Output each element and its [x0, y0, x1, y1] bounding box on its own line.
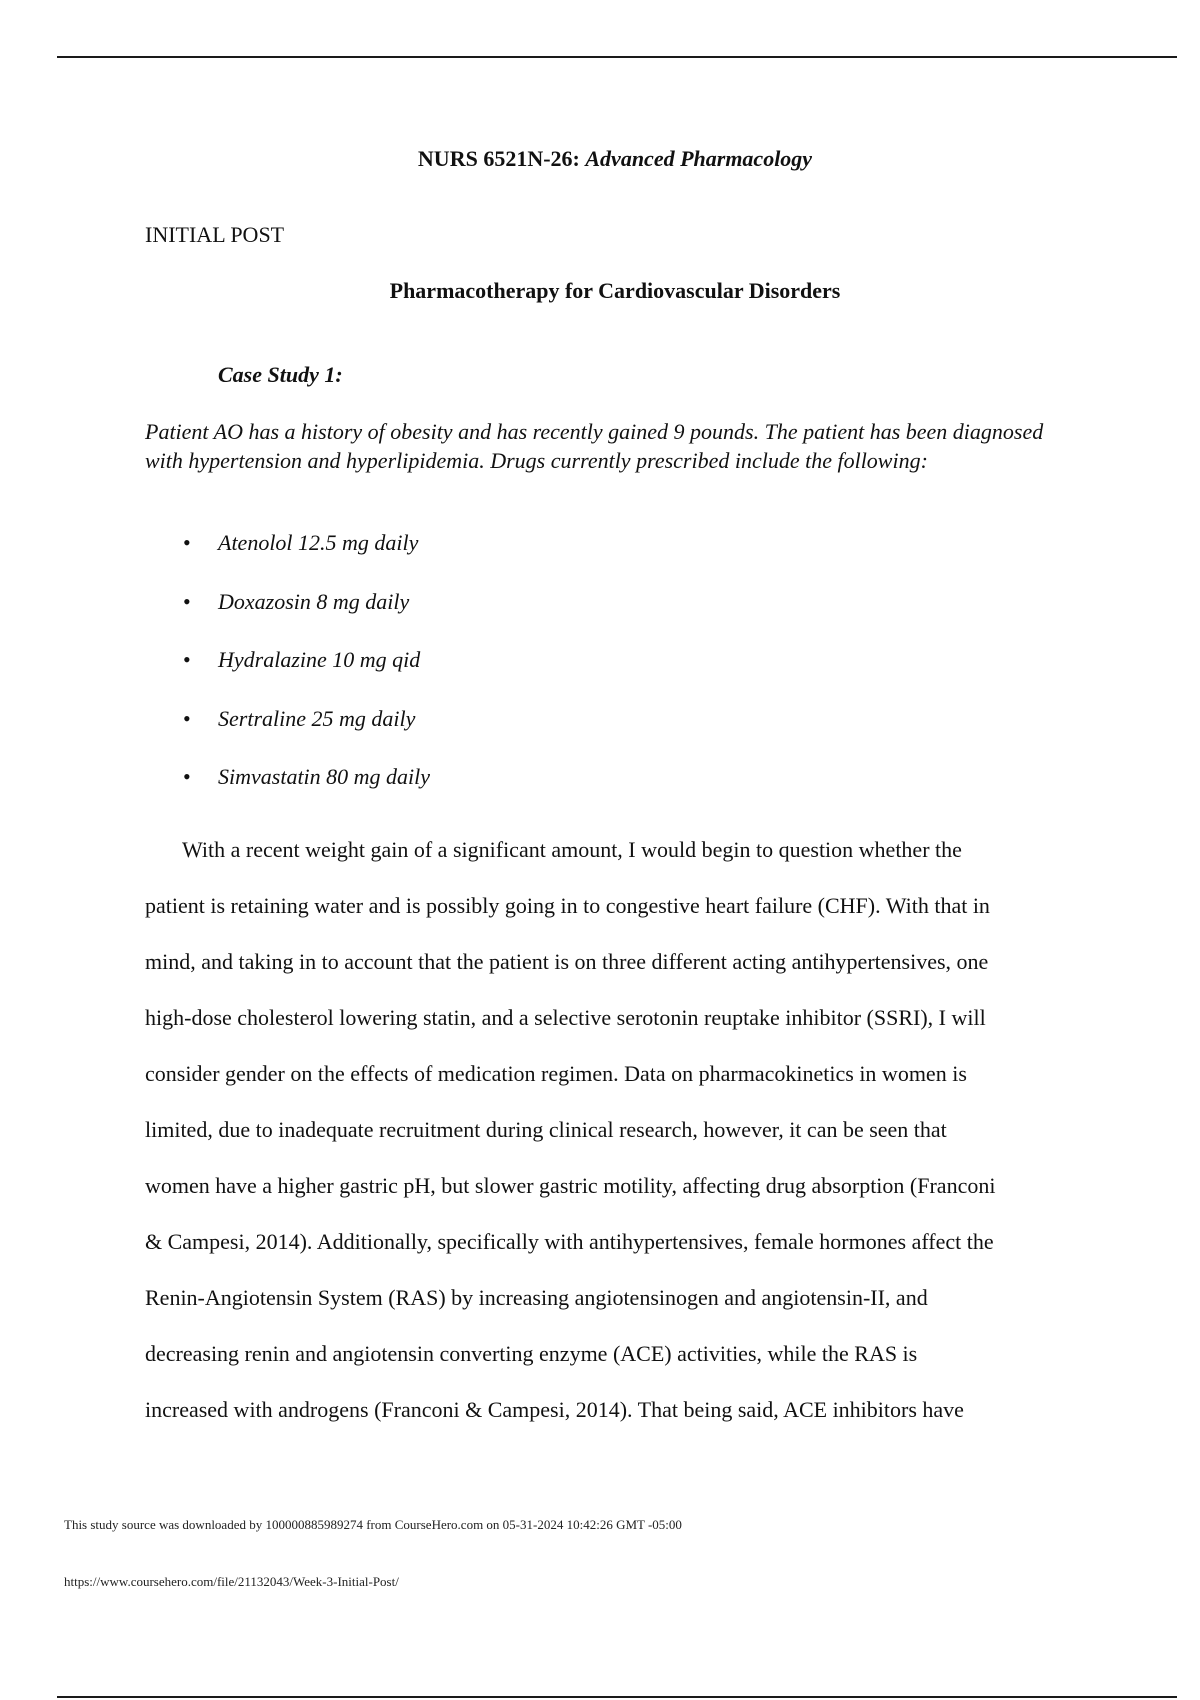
body-line: & Campesi, 2014). Additionally, specifically with antihypertensives, female hormones affect the [145, 1229, 994, 1254]
case-study-heading: Case Study 1: [218, 362, 343, 387]
body-line: women have a higher gastric pH, but slower gastric motility, affecting drug absorption (Franconi [145, 1173, 996, 1198]
medication-list [145, 528, 430, 821]
medication-text: Simvastatin 80 mg daily [218, 764, 431, 789]
course-name: Advanced Pharmacology [585, 146, 813, 171]
section-label: INITIAL POST [145, 222, 285, 247]
body-line: patient is retaining water and is possibly going in to congestive heart failure (CHF). With that in [145, 893, 990, 918]
source-url[interactable]: https://www.coursehero.com/file/21132043/Week-3-Initial-Post/ [64, 1574, 399, 1589]
medication-text: Doxazosin 8 mg daily [218, 588, 410, 614]
body-line: consider gender on the effects of medication regimen. Data on pharmacokinetics in women is [145, 1061, 967, 1086]
medication-item [145, 704, 430, 763]
page-title [0, 146, 1200, 172]
course-code: NURS 6521N-26: [417, 146, 580, 171]
bullet-icon: • [183, 588, 191, 614]
medication-item [145, 528, 430, 587]
medication-item [145, 645, 430, 704]
document-subtitle: Pharmacotherapy for Cardiovascular Disorders [389, 278, 841, 303]
body-line: mind, and taking in to account that the patient is on three different acting antihypertensives, one [145, 949, 989, 974]
medication-text: Atenolol 12.5 mg daily [218, 530, 419, 555]
body-line: increased with androgens (Franconi & Campesi, 2014). That being said, ACE inhibitors have [145, 1397, 964, 1422]
medication-item [145, 762, 430, 821]
top-divider [57, 56, 1177, 58]
case-description: Patient AO has a history of obesity and has recently gained 9 pounds. The patient has been diagnosed with hypertension and hyperlipidemia. Drugs currently prescribed include the following: [145, 419, 1044, 473]
bullet-icon: • [183, 764, 191, 789]
body-line: With a recent weight gain of a significant amount, I would begin to question whether the [182, 837, 962, 862]
body-paragraph [145, 822, 1085, 1438]
medication-text: Sertraline 25 mg daily [218, 705, 416, 731]
body-line: Renin-Angiotensin System (RAS) by increasing angiotensinogen and angiotensin-II, and [145, 1285, 928, 1310]
download-notice: This study source was downloaded by 100000885989274 from CourseHero.com on 05-31-2024 10:42:26 GMT -05:00 [64, 1517, 682, 1532]
body-line: high-dose cholesterol lowering statin, and a selective serotonin reuptake inhibitor (SSRI), I will [145, 1005, 986, 1030]
body-line: decreasing renin and angiotensin converting enzyme (ACE) activities, while the RAS is [145, 1341, 918, 1366]
bottom-divider [57, 1696, 1177, 1698]
medication-item [145, 587, 430, 646]
bullet-icon: • [183, 705, 191, 731]
bullet-icon: • [183, 647, 191, 672]
bullet-icon: • [183, 530, 191, 555]
medication-text: Hydralazine 10 mg qid [218, 647, 421, 672]
body-line: limited, due to inadequate recruitment during clinical research, however, it can be seen that [145, 1117, 947, 1142]
